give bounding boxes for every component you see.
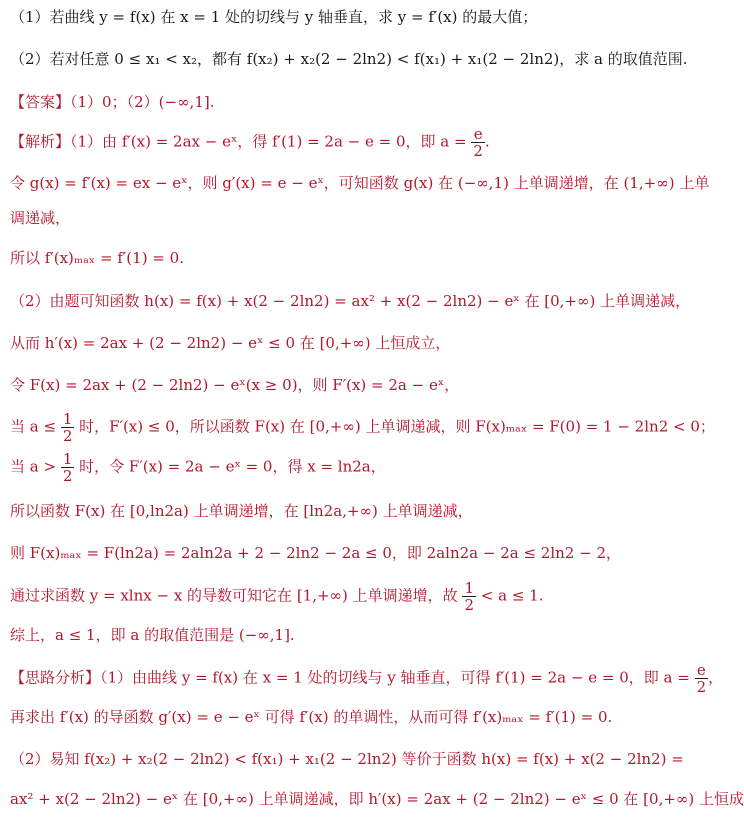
analysis-line-3: （2）易知 f(x₂) + x₂(2 − 2ln2) < f(x₁) + x₁(2 − 2ln2) 等价于函数 h(x) = f(x) + x(2 − 2ln2) = — [10, 750, 684, 768]
fraction-1-over-2: $\frac{1}{2}$ — [62, 410, 73, 445]
answer-line: 【答案】（1）0；（2）(−∞,1]. — [10, 93, 215, 111]
solution-line-7: 令 F(x) = 2ax + (2 − 2ln2) − eˣ(x ≥ 0)，则 F′(x) = 2a − eˣ， — [10, 376, 460, 394]
solution-line-9: 当 a > $\frac{1}{2}$ 时，令 F′(x) = 2a − eˣ = 0，得 x = ln2a， — [10, 450, 386, 485]
solution-tag: 【解析】 — [10, 132, 71, 151]
fraction-e-over-2: $\frac{e}{2}$ — [473, 125, 483, 160]
question-part-2: （2）若对任意 0 ≤ x₁ < x₂，都有 f(x₂) + x₂(2 − 2ln2) < f(x₁) + x₁(2 − 2ln2)，求 a 的取值范围. — [10, 50, 688, 68]
solution-line-10: 所以函数 F(x) 在 [0,ln2a) 上单调递增，在 [ln2a,+∞) 上单调递减， — [10, 502, 473, 520]
solution-line-11: 则 F(x)ₘₐₓ = F(ln2a) = 2aln2a + 2 − 2ln2 − 2a ≤ 0，即 2aln2a − 2a ≤ 2ln2 − 2， — [10, 544, 622, 562]
solution-line-3: 调递减， — [10, 209, 71, 227]
fraction-1-over-2: $\frac{1}{2}$ — [62, 450, 73, 485]
solution-line-1: 【解析】（1）由 f′(x) = 2ax − eˣ，得 f′(1) = 2a − e = 0，即 a = $\frac{e}{2}$ . — [10, 125, 490, 160]
solution-line-5: （2）由题可知函数 h(x) = f(x) + x(2 − 2ln2) = ax² + x(2 − 2ln2) − eˣ 在 [0,+∞) 上单调递减， — [10, 292, 691, 310]
answer-tag: 【答案】 — [10, 93, 71, 111]
analysis-tag: 【思路分析】 — [10, 668, 101, 687]
solution-line-6: 从而 h′(x) = 2ax + (2 − 2ln2) − eˣ ≤ 0 在 [0,+∞) 上恒成立， — [10, 334, 451, 352]
solution-line-12: 通过求函数 y = xlnx − x 的导数可知它在 [1,+∞) 上单调递增，故 $\frac{1}{2}$ < a ≤ 1. — [10, 579, 544, 614]
analysis-line-4: ax² + x(2 − 2ln2) − eˣ 在 [0,+∞) 上单调递减，即 h′(x) = 2ax + (2 − 2ln2) − eˣ ≤ 0 在 [0,+∞) 上恒成 — [10, 790, 744, 808]
solution-line-8: 当 a ≤ $\frac{1}{2}$ 时，F′(x) ≤ 0，所以函数 F(x) 在 [0,+∞) 上单调递减，则 F(x)ₘₐₓ = F(0) = 1 − 2ln2 < 0； — [10, 410, 715, 445]
fraction-e-over-2: $\frac{e}{2}$ — [696, 661, 707, 696]
analysis-line-1: 【思路分析】（1）由曲线 y = f(x) 在 x = 1 处的切线与 y 轴垂直，可得 f′(1) = 2a − e = 0，即 a = $\frac{e}{2}$ ， — [10, 661, 724, 696]
solution-line-2: 令 g(x) = f′(x) = ex − eˣ，则 g′(x) = e − eˣ，可知函数 g(x) 在 (−∞,1) 上单调递增，在 (1,+∞) 上单 — [10, 174, 710, 192]
question-part-1: （1）若曲线 y = f(x) 在 x = 1 处的切线与 y 轴垂直，求 y = f′(x) 的最大值； — [10, 8, 538, 26]
solution-line-4: 所以 f′(x)ₘₐₓ = f′(1) = 0. — [10, 249, 184, 267]
solution-line-13: 综上，a ≤ 1，即 a 的取值范围是 (−∞,1]. — [10, 626, 295, 644]
analysis-line-2: 再求出 f′(x) 的导函数 g′(x) = e − eˣ 可得 f′(x) 的单调性，从而可得 f′(x)ₘₐₓ = f′(1) = 0. — [10, 708, 613, 726]
fraction-1-over-2: $\frac{1}{2}$ — [464, 579, 474, 614]
